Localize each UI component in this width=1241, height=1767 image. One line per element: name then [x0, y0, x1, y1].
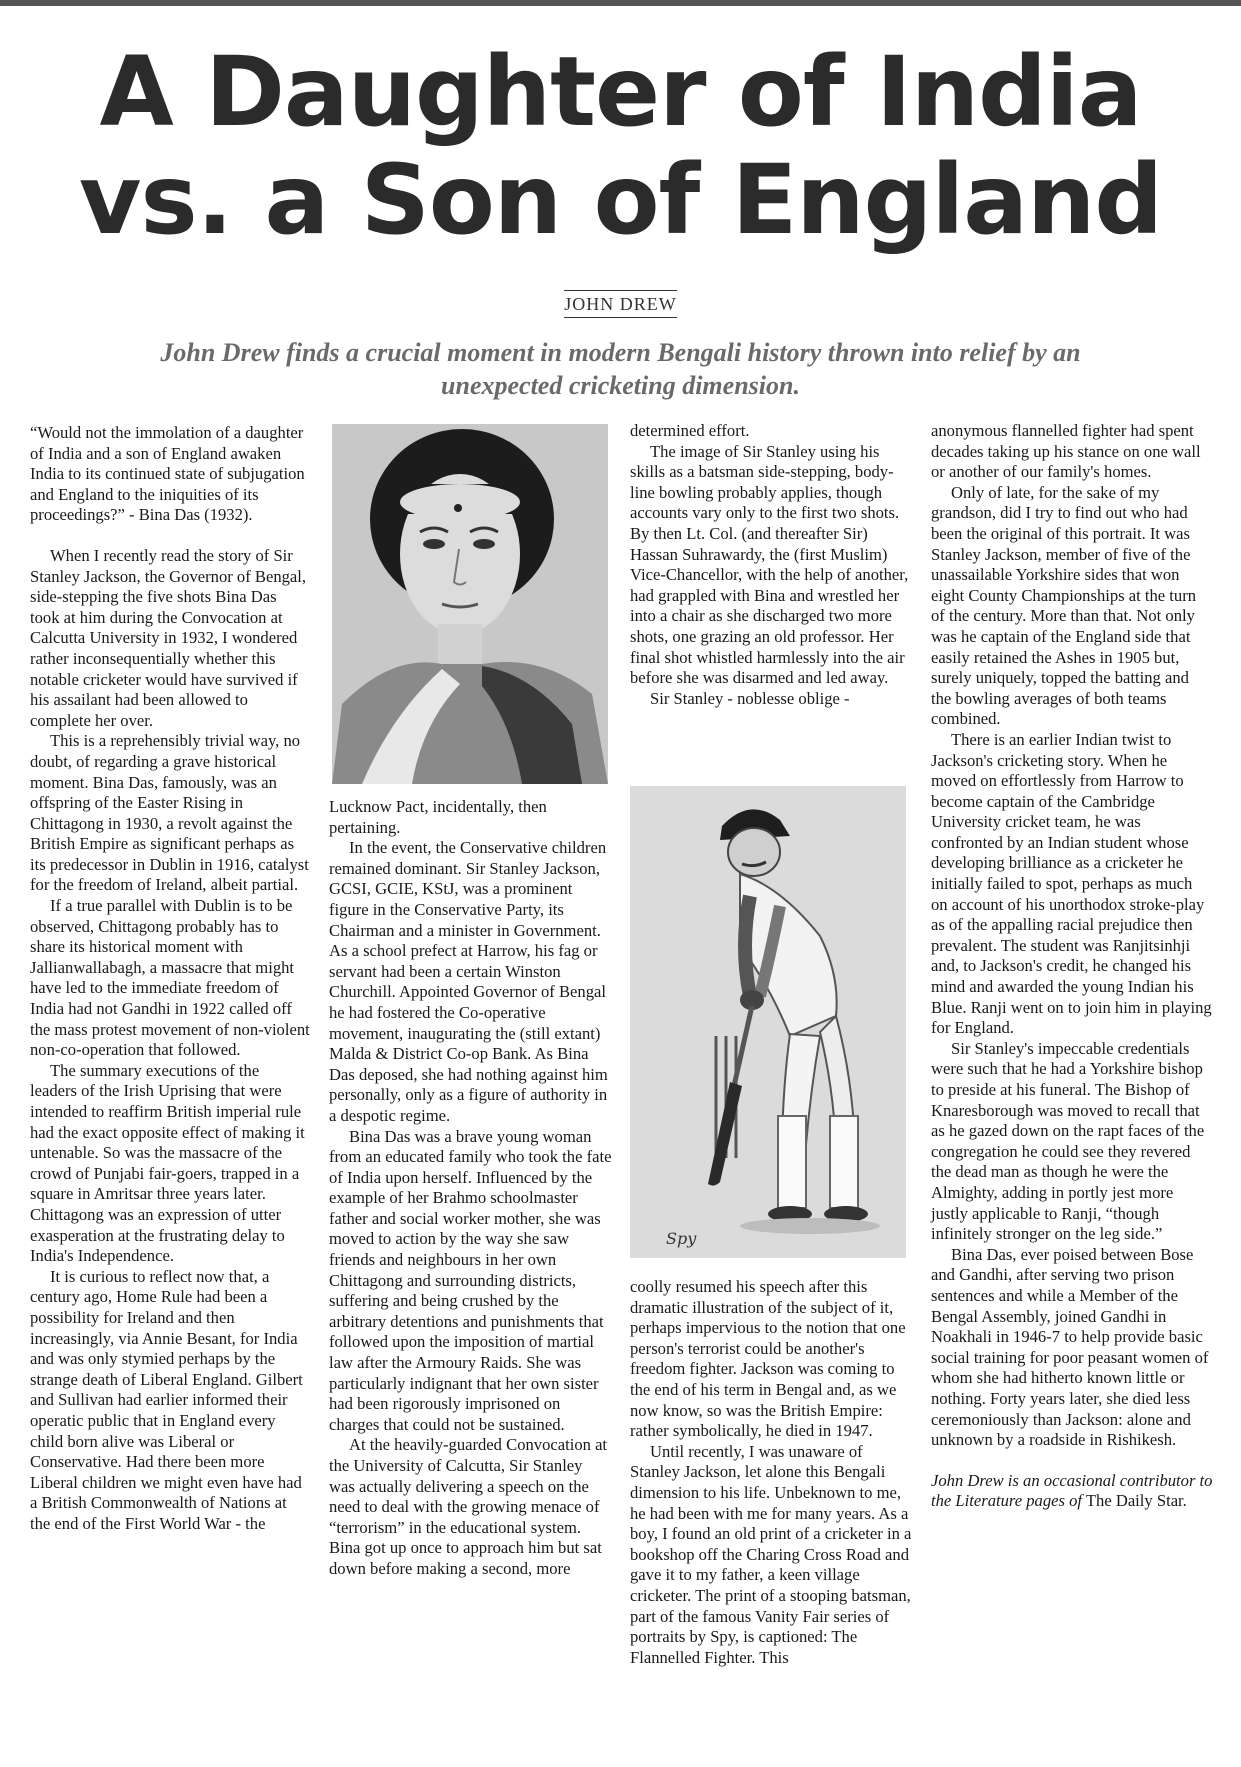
paragraph: This is a reprehensibly trivial way, no doubt, of regarding a grave historical moment. Bina Das, famously, was an offspring of the Easter Rising in Chittagong in 1930, a revolt against the British Empire as significant perhaps as its predecessor in Dublin in 1916, catalyst for the freedom of Ireland, albeit partial.	[30, 731, 309, 895]
column-4	[931, 421, 1213, 1512]
paragraph: Sir Stanley - noblesse oblige -	[650, 688, 850, 708]
paragraph: Until recently, I was unaware of Stanley Jackson, let alone this Bengali dimension to his life. Unbeknown to me, he had been with me for many years. As a boy, I found an old print of a cricketer in a bookshop off the Charing Cross Road and gave it to my father, a keen village cricketer. The print of a stooping batsman, part of the famous Vanity Fair series of portraits by Spy, is captioned: The Flannelled Fighter. This	[630, 1441, 912, 1667]
paragraph: Sir Stanley's impeccable credentials were such that he had a Yorkshire bishop to preside at his funeral. The Bishop of Knaresborough was moved to recall that as he gazed down on the rapt faces of the congregation he could see they revered the dead man as though he were the Almighty, adding in portly jest more justly applicable to Ranji, “though infinitely stronger on the leg side.”	[931, 1038, 1205, 1244]
column-3-top	[630, 421, 912, 709]
paragraph: determined effort.	[630, 421, 750, 440]
paragraph: Bina Das, ever poised between Bose and Gandhi, after serving two prison sentences and while a Member of the Bengal Assembly, joined Gandhi in Noakhali in 1946-7 to help provide basic social training for poor peasant women of whom she had hitherto known little or nothing. Forty years later, she died less ceremoniously than Jackson: alone and unknown by a roadside in Rishikesh.	[931, 1244, 1209, 1450]
column-3-bottom	[630, 1277, 912, 1668]
headline-line-1: A Daughter of India	[99, 36, 1142, 148]
spy-signature: Spy	[666, 1229, 697, 1248]
paragraph: It is curious to reflect now that, a century ago, Home Rule had been a possibility for Ireland and then increasingly, via Annie Besant, for India and was only stymied perhaps by the strange death of Liberal England. Gilbert and Sullivan had earlier informed their operatic public that in England every child born alive was Liberal or Conservative. Had there been more Liberal children we might even have had a British Commonwealth of Nations at the end of the First World War - the	[30, 1266, 303, 1533]
top-rule	[0, 0, 1241, 6]
author-name: JOHN DREW	[564, 290, 677, 318]
author-note-text: John Drew is an occasional contributor to the Literature pages of	[931, 1470, 1213, 1511]
portrait-drawing	[332, 424, 608, 784]
paragraph: When I recently read the story of Sir Stanley Jackson, the Governor of Bengal, side-stepping the five shots Bina Das took at him during the Convocation at Calcutta University in 1932, I wondered rather inconsequentially whether this notable cricketer would have survived if his assailant had been allowed to complete her over.	[30, 545, 307, 730]
paragraph: The summary executions of the leaders of the Irish Uprising that were intended to reaffirm British imperial rule had the exact opposite effect of making it untenable. So was the massacre of the crowd of Punjabi fair-goers, trapped in a square in Amritsar three years later. Chittagong was an expression of utter exasperation at the frustrating delay to India's Independence.	[30, 1060, 305, 1266]
paragraph: At the heavily-guarded Convocation at the University of Calcutta, Sir Stanley was actually delivering a speech on the need to deal with the growing menace of “terrorism” in the educational system. Bina got up once to approach him but sat down before making a second, more	[329, 1435, 608, 1578]
epigraph-quote: “Would not the immolation of a daughter of India and a son of England awaken India to its continued state of subjugation and England to the iniquities of its proceedings?” - Bina Das (1932).	[30, 423, 305, 525]
paragraph: Bina Das was a brave young woman from an educated family who took the fate of India upon herself. Influenced by the example of her Brahmo schoolmaster father and social worker mother, she was moved to action by the way she saw friends and neighbours in her own Chittagong and surrounding districts, suffering and being crushed by the arbitrary detentions and punishments that followed upon the imposition of martial law after the Armoury Raids. She was particularly indignant that her own sister had been rigorously imprisoned on charges that could not be sustained.	[329, 1126, 612, 1434]
paragraph: Lucknow Pact, incidentally, then pertaining.	[329, 797, 547, 837]
paragraph: In the event, the Conservative children remained dominant. Sir Stanley Jackson, GCSI, GCIE, KStJ, was a prominent figure in the Conservative Party, its Chairman and a minister in Government. As a school prefect at Harrow, his fag or servant had been a certain Winston Churchill. Appointed Governor of Bengal he had fostered the Co-operative movement, inaugurating the (still extant) Malda & District Co-op Bank. As Bina Das deposed, she had nothing against him personally, only as a figure of authority in a despotic regime.	[329, 838, 608, 1125]
byline	[0, 290, 1241, 318]
standfirst: John Drew finds a crucial moment in modern Bengali history thrown into relief by an unexpected cricketing dimension.	[160, 338, 1081, 400]
paragraph: anonymous flannelled fighter had spent decades taking up his stance on one wall or another of our family's homes.	[931, 421, 1201, 482]
spy-cricketer-print	[630, 786, 906, 1258]
paragraph: The image of Sir Stanley using his skills as a batsman side-stepping, body-line bowling probably applies, though accounts vary only to the first two shots. By then Lt. Col. (and thereafter Sir) Hassan Suhrawardy, the (first Muslim) Vice-Chancellor, with the help of another, had grappled with Bina and wrestled her into a chair as she discharged two more shots, one grazing an old professor. Her final shot whistled harmlessly into the air before she was disarmed and led away.	[630, 441, 909, 688]
headline-line-2: vs. a Son of England	[78, 144, 1163, 256]
cricketer-drawing	[630, 786, 906, 1258]
paragraph: coolly resumed his speech after this dramatic illustration of the subject of it, perhaps impervious to the notion that one person's terrorist could be another's freedom fighter. Jackson was coming to the end of his term in Bengal and, as we now know, so was the British Empire: rather symbolically, he died in 1947.	[630, 1277, 906, 1441]
column-1	[30, 423, 310, 1534]
headline	[0, 38, 1241, 254]
paragraph: Only of late, for the sake of my grandson, did I try to find out who had been the original of this portrait. It was Stanley Jackson, member of five of the unassailable Yorkshire sides that won eight County Championships at the turn of the century. More than that. Not only was he captain of the England side that easily retained the Ashes in 1905 but, surely uniquely, topped the batting and the bowling averages of both teams combined.	[931, 482, 1197, 729]
column-2	[329, 797, 612, 1580]
paragraph: There is an earlier Indian twist to Jackson's cricketing story. When he moved on effortlessly from Harrow to become captain of the Cambridge University cricket team, he was confronted by an Indian student whose developing brilliance as a cricketer he initially failed to spot, perhaps as much on account of his unorthodox stroke-play as of the appalling racial prejudice then prevalent. The student was Ranjitsinhji and, to Jackson's credit, he changed his mind and awarded the young Indian his Blue. Ranji went on to join him in playing for England.	[931, 729, 1212, 1038]
author-note	[931, 1471, 1213, 1512]
paragraph: If a true parallel with Dublin is to be observed, Chittagong probably has to share its historical moment with Jallianwallabagh, a massacre that might have led to the immediate freedom of India had not Gandhi in 1922 called off the mass protest movement of non-violent non-co-operation that followed.	[30, 896, 310, 1060]
photo-bina-das	[332, 424, 608, 784]
publication-name: The Daily Star.	[1085, 1491, 1187, 1511]
